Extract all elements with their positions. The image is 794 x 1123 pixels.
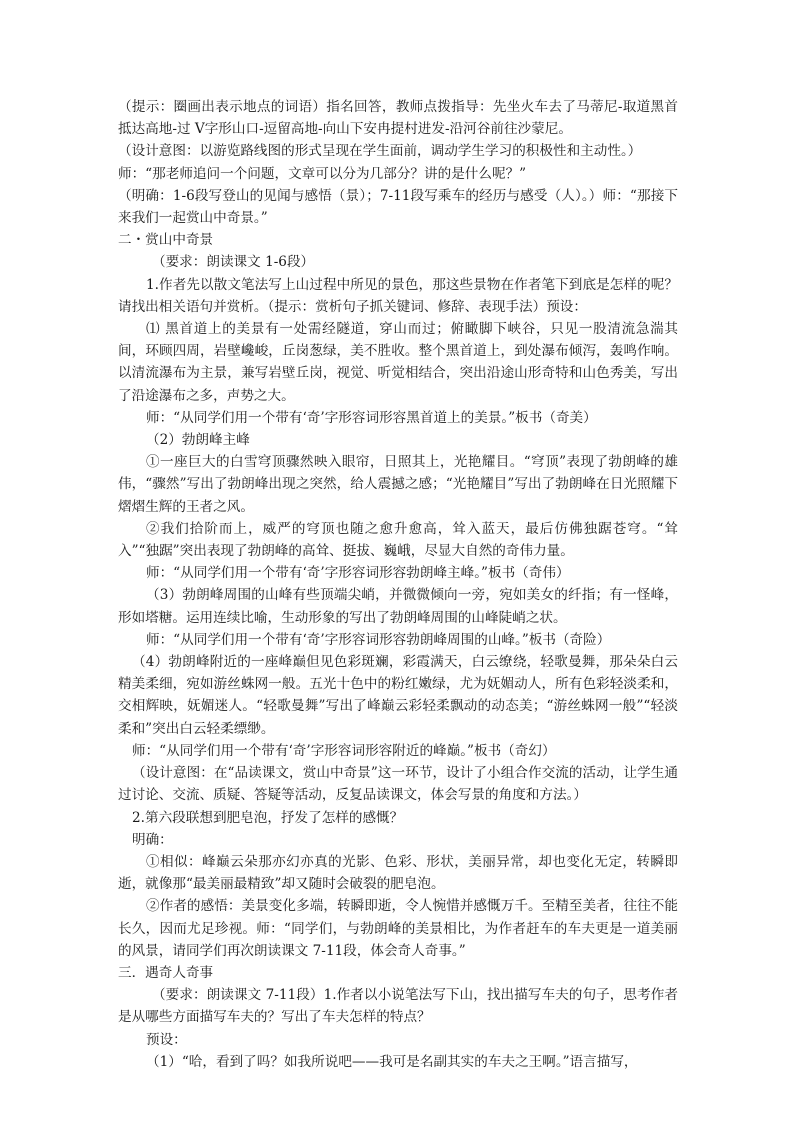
paragraph: ⑴ 黑首道上的美景有一处需经隧道，穿山而过；俯瞰脚下峡谷，只见一股清流急湍其间，环顾四周，岩壁巉峻，丘岗葱绿，美不胜收。整个黑首道上，到处瀑布倾泻，轰鸣作响。以清流瀑布为主景，兼写岩壁丘岗，视觉、听觉相结合，突出沿途山形奇特和山色秀美，写出了沿途瀑布之多，声势之大。 (118, 321, 678, 404)
paragraph: 师：“从同学们用一个带有‘奇’字形容词形容黑首道上的美景。”板书（奇美） (146, 409, 597, 426)
paragraph: （3）勃朗峰周围的山峰有些顶端尖峭，并微微倾向一旁，宛如美女的纤指；有一怪峰，形如塔糖。运用连续比喻，生动形象的写出了勃朗峰周围的山峰陡峭之状。 (118, 587, 678, 626)
paragraph: （设计意图：以游览路线图的形式呈现在学生面前，调动学生学习的积极性和主动性。） (118, 143, 642, 160)
paragraph: ①相似：峰巅云朵那亦幻亦真的光影、色彩、形状，美丽异常，却也变化无定，转瞬即逝，就像那“最美丽最精致”却又随时会破裂的肥皂泡。 (118, 853, 678, 893)
paragraph: ①一座巨大的白雪穹顶骤然映入眼帘，日照其上，光艳耀目。“穹顶”表现了勃朗峰的雄伟，“骤然”写出了勃朗峰出现之突然，给人震撼之感；“光艳耀目”写出了勃朗峰在日光照耀下熠熠生辉的王者之风。 (118, 454, 678, 515)
paragraph: （4）勃朗峰附近的一座峰巅但见色彩斑斓，彩霞满天，白云缭绕，轻歌曼舞，那朵朵白云精美柔细，宛如游丝蛛网一般。五光十色中的粉红嫩绿，尤为妩媚动人，所有色彩轻淡柔和，交相辉映，妩媚迷人。“轻歌曼舞”写出了峰巅云彩轻柔飘动的动态美；“游丝蛛网一般”“轻淡柔和”突出白云轻柔缥缈。 (118, 654, 678, 737)
paragraph: ②我们拾阶而上，威严的穹顶也随之愈升愈高，耸入蓝天，最后仿佛独踞苍穹。“耸入”“独踞”突出表现了勃朗峰的高耸、挺拔、巍峨，尽显大自然的奇伟力量。 (118, 520, 678, 560)
paragraph: （明确：1-6段写登山的见闻与感悟（景）；7-11段写乘车的经历与感受（人）。）师：“那接下来我们一起赏山中奇景。” (118, 187, 678, 227)
paragraph: （2）勃朗峰主峰 (146, 432, 250, 449)
paragraph: （要求：朗读课文 1-6段） (152, 254, 315, 271)
paragraph: 1.作者先以散文笔法写上山过程中所见的景色，那这些景物在作者笔下到底是怎样的呢？请找出相关语句并赏析。（提示：赏析句子抓关键词、修辞、表现手法）预设： (118, 276, 678, 315)
paragraph: ②作者的感悟：美景变化多端，转瞬即逝，令人惋惜并感慨万千。至精至美者，往往不能长久，因而尤足珍视。师：“同学们，与勃朗峰的美景相比，为作者赶车的车夫更是一道美丽的风景，请同学们再次朗读课文 7-11段，体会奇人奇事。” (118, 898, 678, 959)
paragraph: 2.第六段联想到肥皂泡，抒发了怎样的感慨？ (132, 809, 404, 826)
document-body (118, 96, 678, 1073)
paragraph: 师：“从同学们用一个带有‘奇’字形容词形容勃朗峰主峰。”板书（奇伟） (146, 565, 570, 582)
paragraph: 预设： (146, 1031, 187, 1048)
paragraph: （提示：圈画出表示地点的词语）指名回答，教师点拨指导：先坐火车去了马蒂尼-取道黑首抵达高地-过 V字形山口-逗留高地-向山下安冉提村进发-沿河谷前往沙蒙尼。 (118, 99, 678, 138)
paragraph: （要求：朗读课文 7-11段）1.作者以小说笔法写下山，找出描写车夫的句子，思考作者是从哪些方面描写车夫的？写出了车夫怎样的特点？ (118, 987, 678, 1026)
paragraph: 师：“从同学们用一个带有‘奇’字形容词形容勃朗峰周围的山峰。”板书（奇险） (146, 631, 611, 648)
paragraph: 师：“那老师追问一个问题，文章可以分为几部分？讲的是什么呢？” (118, 165, 527, 182)
section-heading: 三．遇奇人奇事 (118, 964, 214, 981)
section-heading: 二・赏山中奇景 (118, 232, 214, 249)
paragraph: 师：“从同学们用一个带有‘奇’字形容词形容附近的峰巅。”板书（奇幻） (132, 742, 556, 759)
paragraph: （1）“哈，看到了吗？如我所说吧——我可是名副其实的车夫之王啊。”语言描写， (146, 1053, 638, 1070)
paragraph: （设计意图：在“品读课文，赏山中奇景”这一环节，设计了小组合作交流的活动，让学生通过讨论、交流、质疑、答疑等活动，反复品读课文，体会写景的角度和方法。） (118, 765, 678, 804)
paragraph: 明确： (132, 831, 173, 848)
